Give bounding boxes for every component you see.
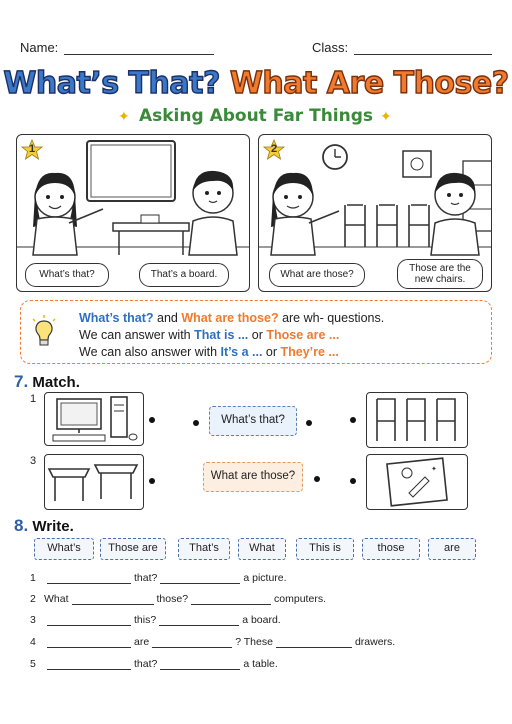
section-7-number: 7. [14,372,29,391]
write-line-number: 2 [30,593,36,605]
info-row-2 [79,328,339,342]
title-part2: What Are Those? [229,66,509,101]
name-label: Name: [20,40,59,55]
write-blank[interactable] [160,574,240,584]
write-line-number: 5 [30,658,36,670]
match-label-1: 1 [30,393,37,405]
write-text: computers. [274,593,326,605]
computer-icon [45,393,143,445]
sparkle-right-icon: ✦ [380,108,392,124]
panel-1-number: 1 [28,143,36,155]
write-text: that? [134,572,158,584]
computer-picture [44,392,144,446]
panel-2-bubble-right: Those are the new chairs. [397,259,483,289]
class-label: Class: [312,40,349,55]
write-text: those? [156,593,189,605]
write-line-number: 3 [30,614,36,626]
write-text: are [134,636,150,648]
panel-2-number-star [263,139,285,161]
name-line[interactable] [64,43,214,55]
class-line[interactable] [354,43,492,55]
class-field[interactable] [312,40,492,55]
write-blank[interactable] [159,616,239,626]
write-line-2 [30,591,326,605]
write-blank[interactable] [191,595,271,605]
write-line-5 [30,656,278,670]
write-blank[interactable] [47,616,131,626]
match-dot-3-left[interactable] [149,478,155,484]
section-8-heading [14,516,74,536]
info-row-3-ans1: It’s a ... [220,345,263,359]
write-blank[interactable] [47,638,131,648]
write-text: What [44,593,69,605]
word-bank-item[interactable]: This is [296,538,354,560]
write-line-1 [30,570,287,584]
section-8-number: 8. [14,516,29,535]
info-row-1-q2: What are those? [181,311,279,325]
worksheet-title [0,66,512,101]
info-row-3-lead: We can also answer with [79,345,221,359]
info-row-1 [79,311,384,325]
match-phrase-1[interactable]: What’s that? [209,406,297,436]
panel-2-bubble-left: What are those? [269,263,365,287]
write-text: a board. [242,614,281,626]
write-blank[interactable] [160,660,240,670]
word-bank-item[interactable]: are [428,538,476,560]
svg-text:✦: ✦ [431,465,437,473]
write-text: that? [134,658,158,670]
word-bank-item[interactable]: What [238,538,286,560]
worksheet-subtitle: Asking About Far Things [138,106,374,126]
name-field[interactable] [20,40,214,55]
grammar-info-box [20,300,492,364]
match-phrase-2[interactable]: What are those? [203,462,303,492]
write-blank[interactable] [47,660,131,670]
match-dot-3-right[interactable] [350,478,356,484]
space-picture-icon [367,455,467,509]
title-part1: What’s That? [3,66,220,101]
write-line-3 [30,612,281,626]
match-dot-phrase-1-right[interactable] [306,420,312,426]
match-label-3: 3 [30,455,37,467]
write-blank[interactable] [276,638,352,648]
match-dot-1-right[interactable] [350,417,356,423]
section-7-title: Match. [32,374,80,391]
match-dot-phrase-2-right[interactable] [314,476,320,482]
write-line-4 [30,634,395,648]
space-picture [366,454,468,510]
write-text: ? These [235,636,273,648]
word-bank-item[interactable]: That’s [178,538,230,560]
info-row-3-or: or [262,345,281,359]
panel-2-number: 2 [270,143,278,155]
write-text: a table. [243,658,278,670]
word-bank-item[interactable]: What’s [34,538,94,560]
section-7-heading [14,372,80,392]
word-bank-item[interactable]: those [362,538,420,560]
info-row-1-q1: What’s that? [79,311,154,325]
info-row-2-lead: We can answer with [79,328,195,342]
tables-picture [44,454,144,510]
write-text: drawers. [354,636,396,648]
write-text: a picture. [243,572,287,584]
section-8-title: Write. [32,518,74,535]
info-row-3-ans2: They’re ... [280,345,339,359]
match-dot-1-left[interactable] [149,417,155,423]
info-row-1-and: and [153,311,182,325]
info-row-1-rest: are wh- questions. [278,311,385,325]
info-row-2-ans1: That is ... [194,328,249,342]
write-text: this? [134,614,157,626]
write-line-number: 1 [30,572,36,584]
write-blank[interactable] [152,638,232,648]
panel-1-number-star [21,139,43,161]
picture-panel-1 [16,134,250,292]
chairs-icon [367,393,467,447]
write-line-number: 4 [30,636,36,648]
lightbulb-icon [31,315,57,349]
write-blank[interactable] [72,595,154,605]
tables-icon [45,455,143,509]
picture-panel-2 [258,134,492,292]
panel-1-bubble-left: What’s that? [25,263,109,287]
match-dot-phrase-1-left[interactable] [193,420,199,426]
sparkle-left-icon: ✦ [118,108,130,124]
info-row-3 [79,345,339,359]
word-bank-item[interactable]: Those are [100,538,166,560]
panel-1-bubble-right: That’s a board. [139,263,229,287]
chairs-picture [366,392,468,448]
info-row-2-ans2: Those are ... [266,328,340,342]
info-row-2-or: or [248,328,267,342]
write-blank[interactable] [47,574,131,584]
